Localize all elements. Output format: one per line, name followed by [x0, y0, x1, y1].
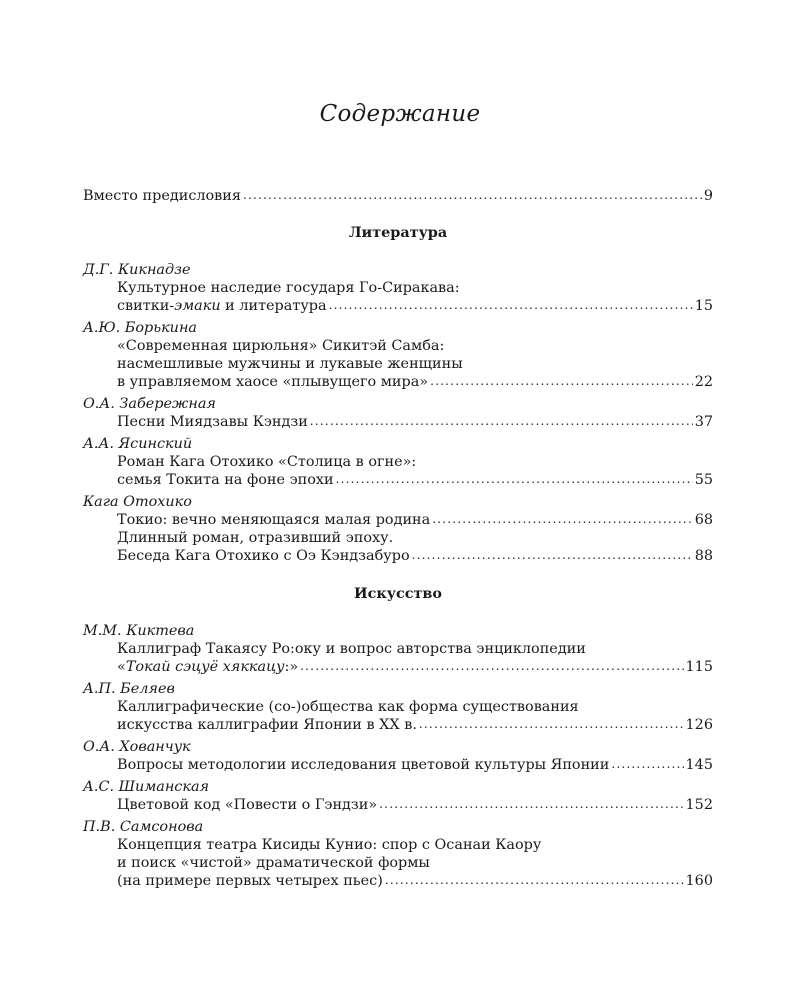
- entry-title: Песни Миядзавы Кэндзи: [117, 414, 308, 430]
- toc-entry[interactable]: [83, 818, 713, 890]
- page-number: 22: [694, 374, 713, 390]
- dot-leader: [300, 659, 683, 673]
- entry-title: и поиск «чистой» драматической формы: [117, 855, 430, 871]
- entry-title: Концепция театра Кисиды Кунио: спор с Осанаи Каору: [117, 837, 542, 853]
- entry-title: Каллиграфические (со-)общества как форма существования: [117, 699, 579, 715]
- page-number: 152: [685, 797, 713, 813]
- page-number: 15: [694, 298, 713, 314]
- author-name: А.П. Беляев: [83, 681, 175, 697]
- toc-entry[interactable]: [83, 395, 713, 431]
- dot-leader: [243, 188, 702, 202]
- entry-title: Длинный роман, отразивший эпоху.: [117, 530, 394, 546]
- toc-entry[interactable]: [83, 680, 713, 734]
- page-title: Содержание: [319, 101, 481, 127]
- author-name: О.А. Забережная: [83, 396, 216, 412]
- entry-title: Вместо предисловия: [83, 188, 241, 204]
- entry-title: Каллиграф Такаясу Ро:оку и вопрос авторства энциклопедии: [117, 641, 586, 657]
- dot-leader: [419, 717, 684, 731]
- entry-title: свитки-эмаки и литература: [117, 298, 327, 314]
- page-number: 9: [703, 188, 713, 204]
- page-number: 68: [694, 512, 713, 528]
- dot-leader: [611, 757, 683, 771]
- dot-leader: [430, 374, 693, 388]
- author-name: Кага Отохико: [83, 494, 192, 510]
- toc-entry[interactable]: [83, 778, 713, 814]
- dot-leader: [379, 797, 683, 811]
- page-number: 160: [685, 873, 713, 889]
- toc-entry[interactable]: [83, 493, 713, 565]
- author-name: А.А. Ясинский: [83, 436, 193, 452]
- entry-title: насмешливые мужчины и лукавые женщины: [117, 356, 463, 372]
- dot-leader: [336, 472, 693, 486]
- page-number: 145: [685, 757, 713, 773]
- entry-title: в управляемом хаосе «плывущего мира»: [117, 374, 429, 390]
- author-name: М.М. Киктева: [83, 623, 195, 639]
- page-number: 55: [694, 472, 713, 488]
- page-number: 37: [694, 414, 713, 430]
- toc-entry[interactable]: [83, 622, 713, 676]
- dot-leader: [432, 512, 692, 526]
- entry-title: «Современная цирюльня» Сикитэй Самба:: [117, 338, 445, 354]
- section-heading-literature: Литература: [348, 224, 448, 241]
- entry-title: искусства каллиграфии Японии в XX в.: [117, 717, 417, 733]
- author-name: А.Ю. Борькина: [83, 320, 198, 336]
- author-name: А.С. Шиманская: [83, 779, 210, 795]
- entry-title: семья Токита на фоне эпохи: [117, 472, 334, 488]
- page-number: 126: [685, 717, 713, 733]
- dot-leader: [385, 873, 684, 887]
- dot-leader: [412, 548, 693, 562]
- toc-entry[interactable]: [83, 319, 713, 391]
- table-of-contents: [83, 187, 713, 890]
- page-number: 88: [694, 548, 713, 564]
- author-name: О.А. Хованчук: [83, 739, 191, 755]
- entry-title: Роман Кага Отохико «Столица в огне»:: [117, 454, 417, 470]
- entry-title: Беседа Кага Отохико с Оэ Кэндзабуро: [117, 548, 410, 564]
- toc-entry[interactable]: [83, 738, 713, 774]
- entry-title: Вопросы методологии исследования цветовой культуры Японии: [117, 757, 610, 773]
- entry-title: «Токай сэцуё хяккацу:»: [117, 659, 299, 675]
- section-heading-art: Искусство: [353, 585, 442, 602]
- author-name: Д.Г. Кикнадзе: [83, 262, 191, 278]
- toc-entry[interactable]: [83, 261, 713, 315]
- toc-entry-intro[interactable]: [83, 187, 713, 205]
- dot-leader: [310, 414, 693, 428]
- page-number: 115: [685, 659, 713, 675]
- entry-title: Культурное наследие государя Го-Сиракава:: [117, 280, 460, 296]
- dot-leader: [329, 298, 693, 312]
- toc-entry[interactable]: [83, 435, 713, 489]
- entry-title: (на примере первых четырех пьес): [117, 873, 383, 889]
- author-name: П.В. Самсонова: [83, 819, 204, 835]
- entry-title: Цветовой код «Повести о Гэндзи»: [117, 797, 378, 813]
- entry-title: Токио: вечно меняющаяся малая родина: [117, 512, 431, 528]
